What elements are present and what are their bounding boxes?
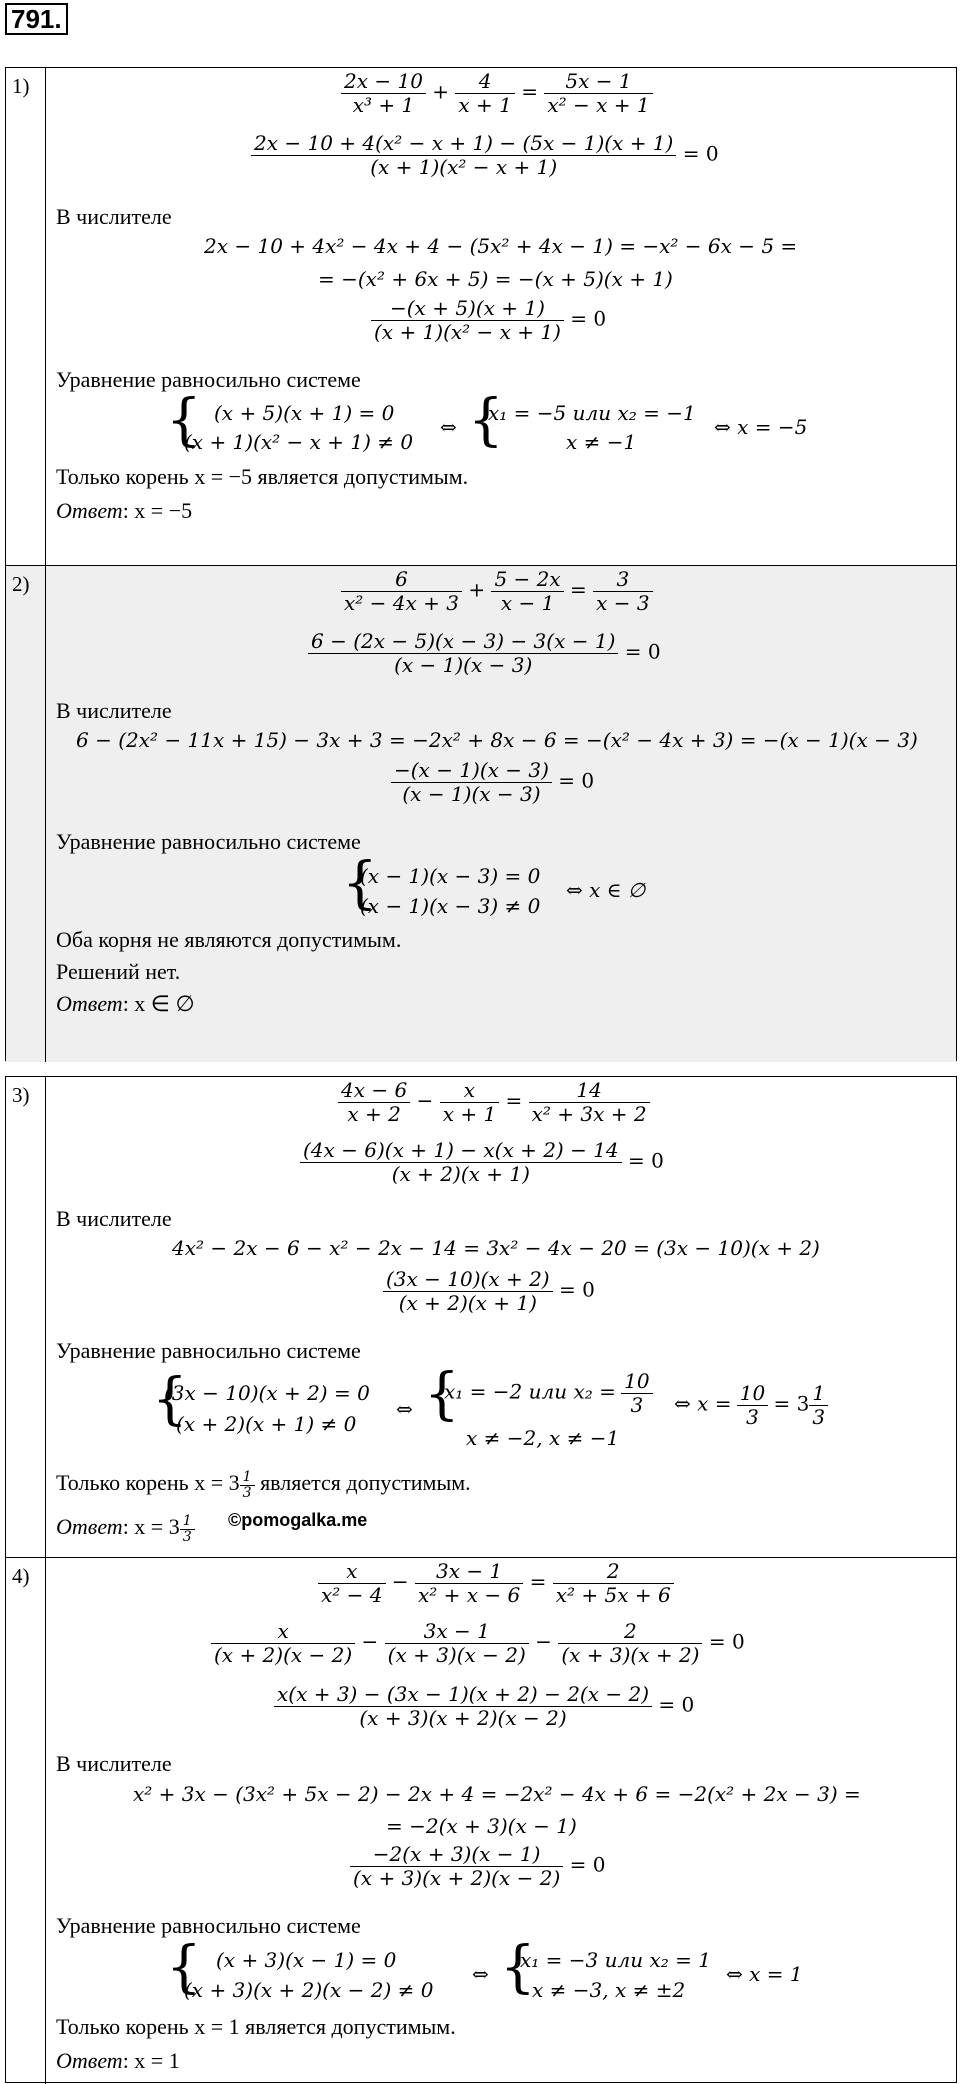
system-label: Уравнение равносильно системе — [56, 1913, 361, 1938]
numerator-label: В числителе — [56, 1751, 172, 1776]
problem-number: 1) — [6, 68, 46, 565]
split-fractions: $\frac{x}{(x + 2)(x - 2)}$ − $\frac{3x - 1}{(x + 3)(x - 2)}$ − $\frac{2}{(x + 3)(x + 2)}$ = 0 — [211, 1620, 745, 1667]
brace-icon: { — [424, 1362, 460, 1427]
system-eq: (x − 1)(x − 3) ≠ 0 — [360, 894, 541, 918]
reduced-fraction: $\frac{(3x - 10)(x + 2)}{(x + 2)(x + 1)}$ = 0 — [383, 1268, 595, 1315]
system-label: Уравнение равносильно системе — [56, 367, 361, 392]
combined-fraction: $\frac{\text{2x − 10 + 4(x² − x + 1) − (5x − 1)(x + 1)}}{\text{(x + 1)(x² − x + 1)}}$ = 0 — [251, 132, 719, 179]
reduced-fraction: $\frac{-(x + 5)(x + 1)}{\text{(x + 1)(x² − x + 1)}}$ = 0 — [371, 297, 606, 344]
note: Только корень x = 1 является допустимым. — [56, 2014, 456, 2039]
watermark: ©pomogalka.me — [228, 1510, 368, 1530]
brace-icon: { — [468, 388, 504, 453]
problem-1 — [6, 68, 956, 565]
system-eq: x₁ = −5 или x₂ = −1 — [488, 401, 696, 425]
system-eq: (x − 1)(x − 3) = 0 — [360, 864, 541, 888]
equiv-arrow: ⇔ — [472, 1962, 489, 1986]
numerator-line: 4x² − 2x − 6 − x² − 2x − 14 = 3x² − 4x − 20 = (3x − 10)(x + 2) — [172, 1236, 820, 1260]
system-eq: (x + 2)(x + 1) ≠ 0 — [176, 1412, 357, 1436]
task-number: 791. — [5, 3, 68, 35]
problem-number: 4) — [6, 1558, 46, 2084]
system-label: Уравнение равносильно системе — [56, 1338, 361, 1363]
brace-icon: { — [166, 1935, 202, 2000]
combined-fraction: $\frac{6 - (2x - 5)(x - 3) - 3(x - 1)}{(x - 1)(x - 3)}$ = 0 — [308, 630, 661, 677]
equation: $\frac{2x - 10}{\text{x³ + 1}}$ + $\frac{4}{x + 1}$ = $\frac{5x - 1}{\text{x² − x + 1}}$ — [341, 70, 653, 117]
answer: Ответ: x = −5 — [56, 498, 193, 523]
system-result: ⇔ x = 1 — [726, 1962, 803, 1986]
answer: Ответ: x ∈ ∅ — [56, 991, 195, 1016]
reduced-fraction: $\frac{-(x - 1)(x - 3)}{(x - 1)(x - 3)}$ = 0 — [391, 759, 594, 806]
brace-icon: { — [342, 851, 378, 916]
solution-table-2 — [5, 1076, 957, 2083]
solution-table-1 — [5, 67, 957, 1061]
problem-number: 3) — [6, 1077, 46, 1557]
equation: $\frac{x}{\text{x² − 4}}$ − $\frac{3x - 1}{\text{x² + x − 6}}$ = $\frac{2}{\text{x² + 5x + 6}}$ — [318, 1560, 674, 1607]
numerator-line: x² + 3x − (3x² + 5x − 2) − 2x + 4 = −2x² − 4x + 6 = −2(x² + 2x − 3) = — [133, 1782, 861, 1806]
numerator-line: = −2(x + 3)(x − 1) — [386, 1814, 577, 1838]
problem-4 — [6, 1557, 956, 2084]
numerator-line: 6 − (2x² − 11x + 15) − 3x + 3 = −2x² + 8x − 6 = −(x² − 4x + 3) = −(x − 1)(x − 3) — [76, 728, 918, 752]
system-eq: (x + 3)(x + 2)(x − 2) ≠ 0 — [184, 1978, 434, 2002]
equiv-arrow: ⇔ — [396, 1397, 413, 1421]
brace-icon: { — [500, 1935, 536, 2000]
brace-icon: { — [152, 1367, 188, 1432]
problem-3 — [6, 1077, 956, 1557]
system-result: ⇔ x ∈ ∅ — [566, 878, 646, 902]
equation: $\frac{4x - 6}{x + 2}$ − $\frac{x}{x + 1}$ = $\frac{14}{\text{x² + 3x + 2}}$ — [338, 1079, 650, 1126]
problem-2 — [6, 565, 956, 1062]
numerator-label: В числителе — [56, 204, 172, 229]
system-label: Уравнение равносильно системе — [56, 829, 361, 854]
system-eq: x ≠ −1 — [566, 430, 637, 454]
system-eq: (x + 5)(x + 1) = 0 — [214, 401, 395, 425]
system-result: ⇔ x = −5 — [714, 415, 808, 439]
system-eq: x₁ = −3 или x₂ = 1 — [520, 1948, 711, 1972]
system-result: ⇔ x = $\frac{10}{3}$ = 3 $\frac{1}{3}$ — [674, 1382, 828, 1429]
brace-icon: { — [166, 388, 202, 453]
system-eq: x₁ = −2 или x₂ = $\frac{10}{3}$ — [444, 1370, 653, 1417]
numerator-label: В числителе — [56, 698, 172, 723]
answer: Ответ: x = 1 — [56, 2048, 180, 2073]
reduced-fraction: $\frac{-2(x + 3)(x - 1)}{(x + 3)(x + 2)(x - 2)}$ = 0 — [350, 1843, 605, 1890]
system-eq: x ≠ −2, x ≠ −1 — [466, 1426, 620, 1450]
system-eq: (x + 3)(x − 1) = 0 — [216, 1948, 397, 1972]
equation: $\frac{6}{\text{x² − 4x + 3}}$ + $\frac{5 - 2x}{x - 1}$ = $\frac{3}{x - 3}$ — [341, 568, 653, 615]
equiv-arrow: ⇔ — [440, 415, 457, 439]
problem-number: 2) — [6, 566, 46, 1062]
note: Решений нет. — [56, 959, 181, 984]
note: Только корень x = 3 $\frac{1}{3}$ является допустимым. — [56, 1469, 471, 1501]
combined-fraction: $\frac{x(x + 3) - (3x - 1)(x + 2) - 2(x - 2)}{(x + 3)(x + 2)(x - 2)}$ = 0 — [274, 1683, 694, 1730]
answer: Ответ: x = 3 $\frac{1}{3}$ — [56, 1514, 195, 1544]
note: Только корень x = −5 является допустимым. — [56, 464, 469, 489]
numerator-line: 2x − 10 + 4x² − 4x + 4 − (5x² + 4x − 1) = −x² − 6x − 5 = — [204, 234, 798, 258]
numerator-line: = −(x² + 6x + 5) = −(x + 5)(x + 1) — [318, 267, 673, 291]
combined-fraction: $\frac{(4x - 6)(x + 1) - x(x + 2) - 14}{(x + 2)(x + 1)}$ = 0 — [300, 1139, 664, 1186]
numerator-label: В числителе — [56, 1206, 172, 1231]
system-eq: (x + 1)(x² − x + 1) ≠ 0 — [184, 430, 414, 454]
system-eq: (3x − 10)(x + 2) = 0 — [164, 1381, 370, 1405]
note: Оба корня не являются допустимым. — [56, 927, 402, 952]
system-eq: x ≠ −3, x ≠ ±2 — [532, 1978, 686, 2002]
